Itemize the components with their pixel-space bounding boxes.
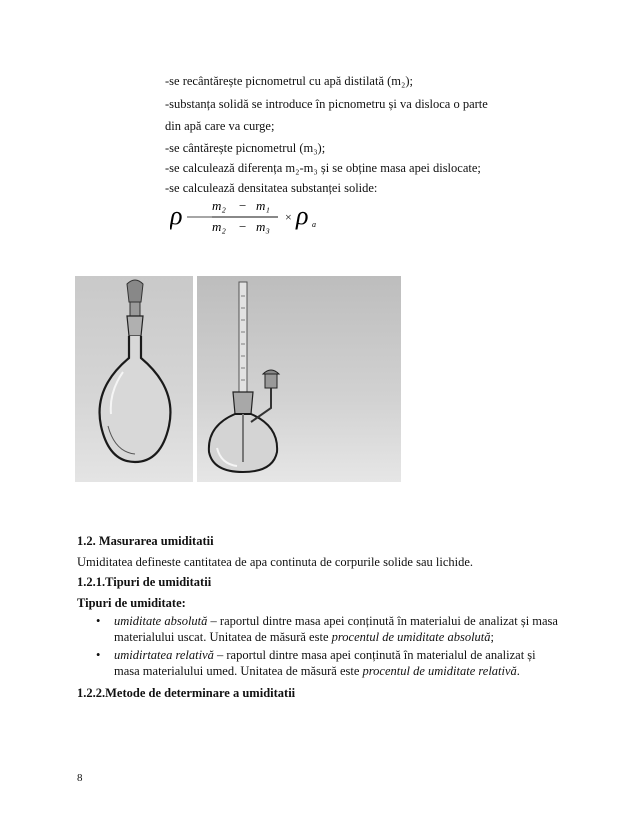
types-title: Tipuri de umiditate: [77,596,186,610]
unit-relative-post: . [516,664,520,678]
step-5: -se calculează densitatea substanței solide: [165,181,378,195]
density-formula [170,196,350,238]
formula-rho-a: ρ [296,201,309,230]
term-absolute: umiditate absolută [114,614,208,628]
unit-absolute-post: ; [490,630,495,644]
section-heading: 1.2. Masurarea umiditatii [77,534,214,548]
page-number: 8 [77,772,83,784]
section-intro: Umiditatea defineste cantitatea de apa continuta de corpurile solide sau lichide. [77,555,474,569]
unit-absolute-pre: materialului uscat. Unitatea de măsură este [114,630,332,644]
unit-relative: procentul de umiditate relativă [362,664,517,678]
subsection-types: 1.2.1.Tipuri de umiditatii [77,575,212,589]
formula-times: × [285,210,292,224]
bullet-item-relative [96,647,586,681]
formula-num-m2: m₂ [212,198,226,213]
unit-relative-pre: masa materialului umed. Unitatea de măsură este [114,664,363,678]
photo-flask-pycnometer [75,276,193,482]
step-2-cont: din apă care va curge; [165,119,275,133]
formula-den-minus: − [239,219,247,234]
formula-rho-a-sub: a [312,220,316,229]
step-3: -se cântărește picnometrul (m₃); [165,141,326,155]
bullet-dot: • [96,648,101,662]
definition-absolute: – raportul dintre masa apei conținută în materialui de analizat și masa [207,614,558,628]
subsection-methods: 1.2.2.Metode de determinare a umiditatii [77,686,296,700]
step-4: -se calculează diferența m₂-m₃ și se obține masa apei dislocate; [165,161,481,175]
step-1: -se recântărește picnometrul cu apă distilată (m₂); [165,74,413,88]
formula-den-m2: m₂ [212,219,226,234]
formula-num-minus: − [239,198,247,213]
formula-den-m3: m₃ [256,219,270,234]
bullet-item-absolute [96,613,586,647]
bullet-dot: • [96,614,101,628]
term-relative: umidirtatea relativă [114,648,214,662]
formula-num-m1: m₁ [256,198,270,213]
definition-relative: – raportul dintre masa apei conținută în materialul de analizat și [213,648,536,662]
formula-rho: ρ [170,201,183,230]
unit-absolute: procentul de umiditate absolută [331,630,491,644]
pycnometer-photos [75,276,401,482]
step-2: -substanța solidă se introduce în picnometru și va disloca o parte [165,97,488,111]
photo-thermometer-pycnometer [197,276,401,482]
